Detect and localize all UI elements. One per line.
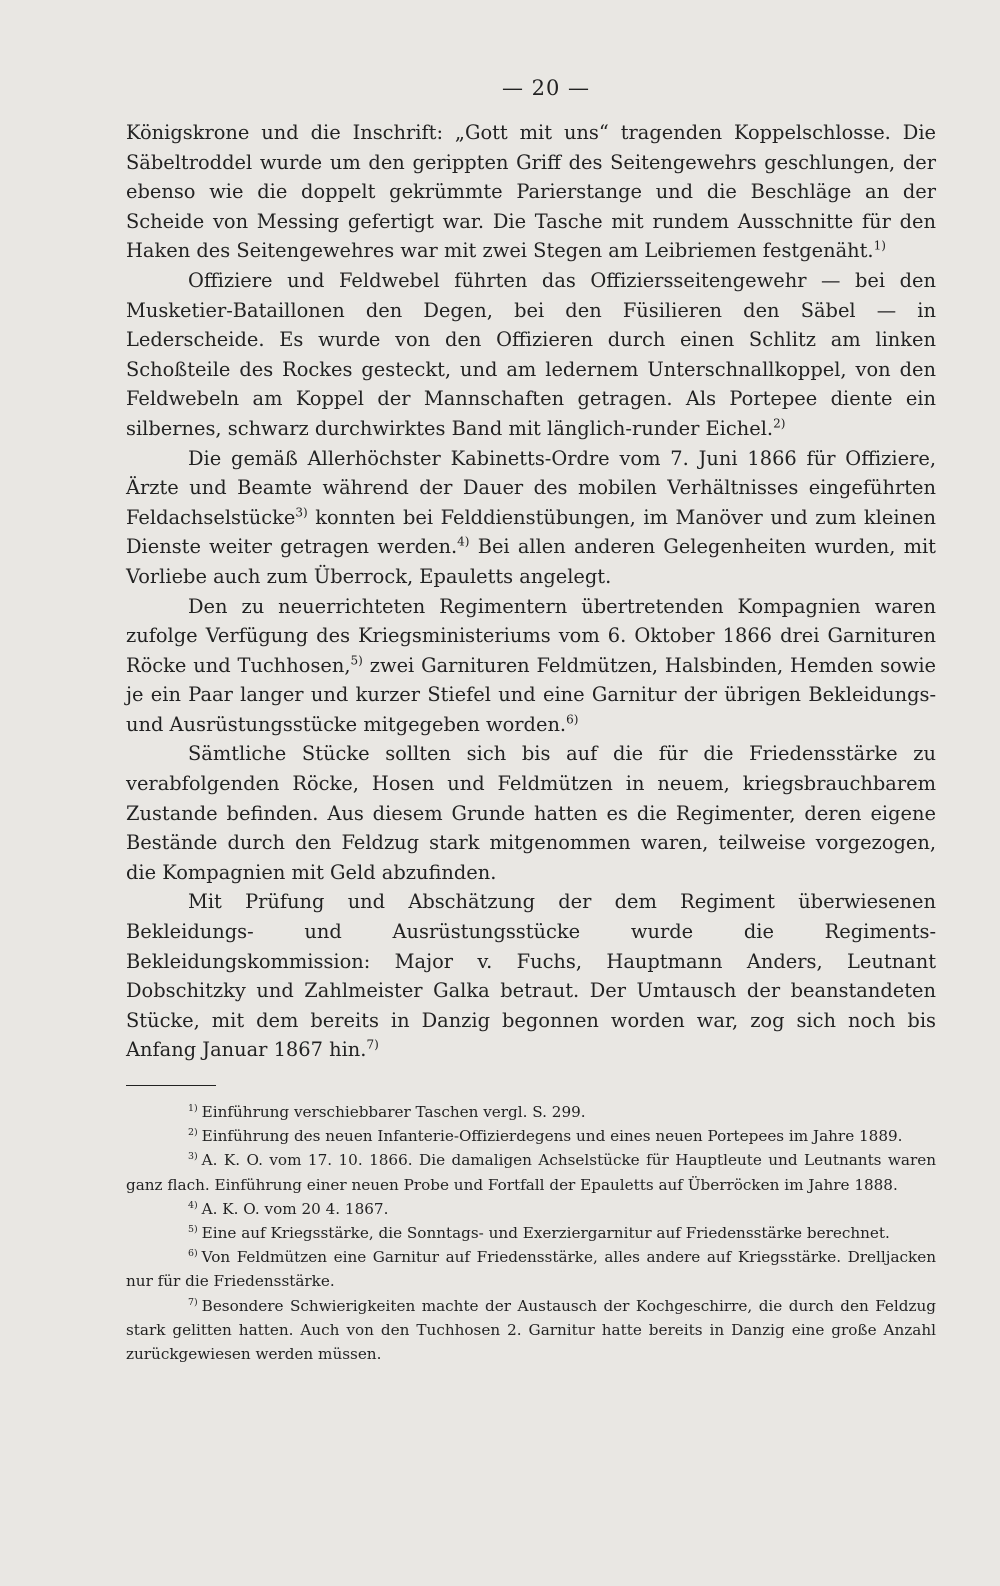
footnote-text: Eine auf Kriegsstärke, die Sonntags- und Exerziergarnitur auf Friedensstärke berechnet. [201,1224,890,1243]
footnote-ref-6[interactable]: 6) [566,712,579,727]
paragraph-3-text-b: konnten bei Felddienstübungen, im Manöver und zum kleinen Dienste weiter getragen werden. [126,505,936,559]
footnote-ref-5[interactable]: 5) [350,653,363,668]
footnote-1 [126,1100,936,1124]
paragraph-4-text-b: zwei Garnituren Feldmützen, Halsbinden, Hemden sowie je ein Paar langer und kurzer Stiefel und eine Garnitur der übrigen Bekleidungs- und Ausrüstungsstücke mitgegeben worden. [126,653,936,736]
paragraph-4-text-a: Den zu neuerrichteten Regimentern übertretenden Kompagnien waren zufolge Verfügung des Kriegsministeriums vom 6. Oktober 1866 drei Garnituren Röcke und Tuchhosen, [126,594,936,677]
paragraph-3-text-c: Bei allen anderen Gelegenheiten wurden, mit Vorliebe auch zum Überrock, Epauletts angelegt. [126,535,936,588]
paragraph-1 [126,118,936,266]
page-number: — 20 — [501,76,591,100]
footnote-marker: 3) [188,1151,198,1163]
paragraph-2 [126,266,936,444]
paragraph-3 [126,444,936,592]
footnote-text: A. K. O. vom 20 4. 1867. [201,1199,389,1218]
main-text [126,118,936,1065]
paragraph-2-text: Offiziere und Feldwebel führten das Offiziersseitengewehr — bei den Musketier-Bataillonen den Degen, bei den Füsilieren den Säbel — in Lederscheide. Es wurde von den Offizieren durch einen Schlitz am linken Schoßteile des Rockes gesteckt, und am ledernem Unterschnallkoppel, von den Feldwebeln am Koppel der Mannschaften getragen. Als Portepee diente ein silbernes, schwarz durchwirktes Band mit länglich-runder Eichel. [126,268,936,440]
footnote-ref-3[interactable]: 3) [295,505,308,520]
footnote-3 [126,1148,936,1196]
paragraph-1-text: Königskrone und die Inschrift: „Gott mit uns“ tragenden Koppelschlosse. Die Säbeltroddel wurde um den gerippten Griff des Seitengewehrs geschlungen, der ebenso wie die doppelt gekrümmte Parierstange und die Beschläge an der Scheide von Messing gefertigt war. Die Tasche mit rundem Ausschnitte für den Haken des Seitengewehres war mit zwei Stegen am Leibriemen festgenäht. [126,121,936,263]
footnote-6 [126,1245,936,1293]
footnote-marker: 6) [188,1248,198,1260]
paragraph-3-text-a: Die gemäß Allerhöchster Kabinetts-Ordre vom 7. Juni 1866 für Offiziere, Ärzte und Beamte während der Dauer des mobilen Verhältnisses eingeführten Feldachselstücke [126,446,936,529]
paragraph-5 [126,739,936,887]
footnote-marker: 2) [188,1127,198,1139]
footnote-divider [126,1085,216,1086]
footnote-marker: 4) [188,1199,198,1211]
footnotes [126,1100,936,1366]
footnote-text: Einführung verschiebbarer Taschen vergl. S. 299. [201,1103,586,1121]
footnote-ref-2[interactable]: 2) [773,416,786,431]
footnote-ref-1[interactable]: 1) [873,238,886,253]
footnote-ref-4[interactable]: 4) [457,534,470,549]
footnote-marker: 1) [188,1102,198,1114]
paragraph-4 [126,592,936,740]
paragraph-6-text: Mit Prüfung und Abschätzung der dem Regiment überwiesenen Bekleidungs- und Ausrüstungsstücke wurde die Regiments-Bekleidungskommission: Major v. Fuchs, Hauptmann Anders, Leutnant Dobschitzky und Zahlmeister Galka betraut. Der Umtausch der beanstandeten Stücke, mit dem bereits in Danzig begonnen worden war, zog sich noch bis Anfang Januar 1867 hin. [126,890,936,1062]
footnote-7 [126,1294,936,1367]
footnote-text: Einführung des neuen Infanterie-Offizierdegens und eines neuen Portepees im Jahre 1889. [201,1127,903,1146]
paragraph-6 [126,887,936,1065]
footnote-2 [126,1124,936,1148]
footnote-ref-7[interactable]: 7) [366,1037,379,1052]
footnote-text: A. K. O. vom 17. 10. 1866. Die damaligen Achselstücke für Hauptleute und Leutnants waren ganz flach. Einführung einer neuen Probe und Fortfall der Epauletts auf Überröcken im Jahre 1888. [126,1151,936,1194]
footnote-text: Von Feldmützen eine Garnitur auf Friedensstärke, alles andere auf Kriegsstärke. Drelljacken nur für die Friedensstärke. [126,1248,936,1291]
footnote-marker: 7) [188,1296,198,1308]
footnote-marker: 5) [188,1223,198,1235]
footnote-text: Besondere Schwierigkeiten machte der Austausch der Kochgeschirre, die durch den Feldzug stark gelitten hatten. Auch von den Tuchhosen 2. Garnitur hatte bereits in Danzig eine große Anzahl zurückgewiesen werden müssen. [126,1296,936,1364]
footnote-4 [126,1197,936,1221]
footnote-5 [126,1221,936,1245]
paragraph-5-text: Sämtliche Stücke sollten sich bis auf die für die Friedensstärke zu verabfolgenden Röcke, Hosen und Feldmützen in neuem, kriegsbrauchbarem Zustande befinden. Aus diesem Grunde hatten es die Regimenter, deren eigene Bestände durch den Feldzug stark mitgenommen waren, teilweise vorgezogen, die Kompagnien mit Geld abzufinden. [126,742,936,884]
